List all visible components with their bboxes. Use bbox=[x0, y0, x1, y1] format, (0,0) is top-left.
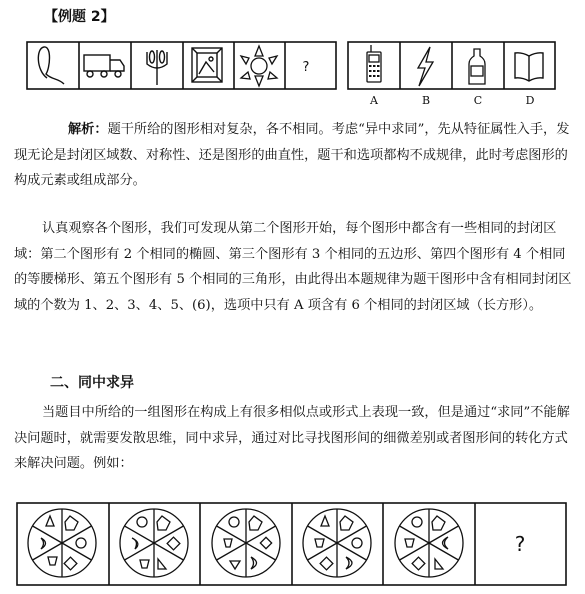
circle-question-mark: ? bbox=[514, 532, 526, 556]
option-label-b: B bbox=[421, 94, 431, 107]
option-label-c: C bbox=[473, 94, 483, 107]
circle-figure-3 bbox=[212, 509, 280, 577]
option-label-a: A bbox=[370, 94, 378, 107]
circle-figure-4 bbox=[303, 509, 371, 577]
analysis-text: 题干所给的图形相对复杂，各不相同。考虑“异中求同”，先从特征属性入手，发现无论是封闭区域数、对称性、还是图形的曲直性，题干和选项都构不成规律，此时考虑图形的构成元素或组成部分。 bbox=[14, 122, 570, 189]
option-label-d: D bbox=[525, 94, 535, 107]
section-paragraph: 当题目中所给的一组图形在构成上有很多相似点或形式上表现一致，但是通过“求同”不能解决问题时，就需要发散思维，同中求异，通过对比寻找图形间的细微差别或者图形间的转化方式来解决问题。例如： bbox=[14, 405, 570, 472]
circle-figure-1 bbox=[28, 509, 96, 577]
example-title: 【例题 2】 bbox=[44, 9, 115, 25]
circle-figure-5 bbox=[395, 509, 463, 577]
section-heading: 二、同中求异 bbox=[50, 375, 134, 391]
question-mark: ? bbox=[302, 60, 310, 75]
analysis-label: 解析： bbox=[68, 122, 108, 137]
analysis-paragraph-2: 认真观察各个图形，我们可发现从第二个图形开始，每个图形中都含有一些相同的封闭区域：第二个图形有 2 个相同的椭圆、第三个图形有 3 个相同的五边形、第四个图形有 4 个相同的等腰梯形、第五个图形有 5 个相同的三角形，由此得出本题规律为题干图形中含有相同封闭区域的个数为 1、2、3、4、5、(6)，选项中只有 A 项含有 6 个相同的封闭区域（长方形）。 bbox=[14, 221, 572, 313]
circle-figure-2 bbox=[120, 509, 188, 577]
